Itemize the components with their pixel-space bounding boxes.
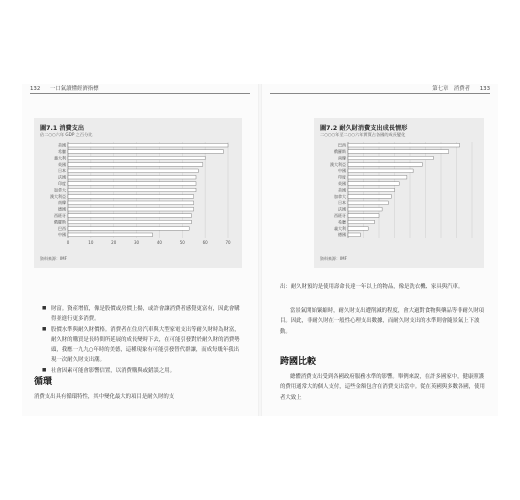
figure-title <box>40 123 84 132</box>
bar <box>68 143 228 147</box>
category-label: 印度 <box>338 174 346 180</box>
bar <box>68 150 223 154</box>
bullet-item: ■ 社會因素可能會影響信置，以消費購與或錯誤之用。 <box>42 366 242 376</box>
page-number: 132 <box>30 86 41 92</box>
category-label: 德國 <box>338 232 346 238</box>
page-number: 133 <box>479 86 490 92</box>
category-label: 俄羅斯 <box>334 149 346 155</box>
bar <box>68 156 205 160</box>
tick-label: 70 <box>225 240 231 245</box>
figure-label: 圖7.2 <box>320 125 338 132</box>
category-label: 義大利 <box>334 225 346 231</box>
left-page-header <box>30 84 107 92</box>
category-label: 日本 <box>58 168 66 174</box>
tick-label: 60 <box>202 240 208 245</box>
section-body: 消費支出具有循環特性，其中變化最大的項目是耐久財的支 <box>34 394 175 400</box>
bar <box>348 188 395 192</box>
bar <box>348 233 360 237</box>
category-label: 澳大利亞 <box>50 193 66 199</box>
category-label: 中國 <box>338 168 346 174</box>
right-page-header <box>424 84 490 92</box>
bar <box>348 150 449 154</box>
category-label: 希臘 <box>58 149 66 155</box>
category-label: 西班牙 <box>54 213 66 219</box>
bullet-list <box>42 304 242 377</box>
category-label: 希臘 <box>338 219 346 225</box>
bar <box>68 163 203 167</box>
category-label: 俄羅斯 <box>54 219 66 225</box>
bar <box>348 201 388 205</box>
figure-7-1 <box>34 118 242 268</box>
tick-label: 30 <box>134 240 140 245</box>
left-page <box>22 84 258 416</box>
bar <box>348 207 382 211</box>
category-label: 法國 <box>58 174 66 180</box>
bar <box>68 207 194 211</box>
header-rule <box>270 93 490 94</box>
section-body: 總體消費支出受到各國政府服務水準的影響。舉例來說，在許多國家中，健康照護的費用通常大的個人支付，這些金額包含在消費支出當中。從在英國與多數各國，使用者大致上 <box>280 374 485 401</box>
running-head: 一口氣讀懂經濟指標 <box>50 86 99 92</box>
tick-label: 20 <box>111 240 117 245</box>
category-label: 英國 <box>58 161 66 167</box>
figure-7-2 <box>314 118 484 268</box>
bar <box>348 227 368 231</box>
bar <box>68 214 191 218</box>
category-label: 中國 <box>58 232 66 238</box>
bar <box>348 220 374 224</box>
figure-title-text: 消費支出 <box>59 125 85 132</box>
bar <box>348 143 460 147</box>
tick-label: 40 <box>156 240 162 245</box>
bar-chart-consumer-spending <box>38 140 238 250</box>
category-label: 德國 <box>58 206 66 212</box>
bar <box>68 182 196 186</box>
paragraph: 當景氣開始緊縮時，耐久財支出遭削減的程度，會大過對食物與藥品等非耐久財項目。因此，非耐久財在一般性心理支出數據，而耐久財支出的水準則會隨景氣上下波動。 <box>280 308 485 335</box>
category-label: 印度 <box>58 181 66 187</box>
bar <box>68 227 189 231</box>
category-label: 南韓 <box>58 200 66 206</box>
category-label: 加拿大 <box>334 193 346 199</box>
bar <box>348 156 433 160</box>
running-head: 第七章 消費者 <box>432 86 470 92</box>
bar <box>348 214 379 218</box>
header-rule <box>30 93 250 94</box>
tick-label: 10 <box>88 240 94 245</box>
bar <box>348 182 399 186</box>
bullet-item: ■ 財富。資產增值，像是股價或房價上揚，或許會讓消費者感覺更富有，因此會購得並進行更多消費。 <box>42 304 242 324</box>
bar <box>68 233 153 237</box>
category-label: 法國 <box>338 206 346 212</box>
category-label: 西班牙 <box>334 213 346 219</box>
bar <box>348 169 413 173</box>
category-label: 美國 <box>58 142 66 148</box>
section-heading: 循環 <box>34 377 53 387</box>
bar <box>68 169 198 173</box>
category-label: 英國 <box>338 181 346 187</box>
figure-label: 圖7.1 <box>40 125 58 132</box>
book-spread <box>22 84 498 416</box>
category-label: 義大利 <box>54 155 66 161</box>
category-label: 澳大利亞 <box>330 161 346 167</box>
bar <box>68 195 194 199</box>
figure-subtitle: 二○○○年至二○○六年實質占各國的成長變化 <box>320 132 406 137</box>
figure-title <box>320 123 407 132</box>
figure-subtitle: 佔二○○六年 GDP 之百分比 <box>40 132 93 137</box>
bar <box>68 188 196 192</box>
category-label: 日本 <box>338 200 346 206</box>
figure-source: 資料來源：IMF <box>40 256 67 261</box>
bar <box>68 220 191 224</box>
right-page <box>262 84 498 416</box>
figure-title-text: 耐久財消費支出成長情形 <box>339 125 408 132</box>
category-label: 巴西 <box>338 142 346 148</box>
section-heading: 跨國比較 <box>280 357 317 367</box>
paragraph: 出：耐久財預約是使用壽命長達一年以上的物品，像是洗衣機、家具與汽車。 <box>280 284 464 290</box>
tick-label: 50 <box>179 240 185 245</box>
bar <box>348 175 407 179</box>
bar-chart-durable-goods <box>318 140 480 250</box>
category-label: 美國 <box>338 187 346 193</box>
bar <box>348 195 391 199</box>
figure-source: 資料來源：IMF <box>320 256 347 261</box>
category-label: 南韓 <box>338 155 346 161</box>
bullet-item: ■ 股價水準與耐久財價格。消費者在住房汽車與大型家電支出等耐久財時為財富，耐久財的購買是長時間所延展的成長變時下去，在可能引發對於耐久財的消費勢頭，我應一九九○年時的美德，這種現象有可能引發替代群讓，而成每幾年我出現一次耐久財支出潮。 <box>42 325 242 365</box>
category-label: 加拿大 <box>54 187 66 193</box>
bar <box>348 163 422 167</box>
tick-label: 0 <box>66 240 70 245</box>
category-label: 巴西 <box>58 225 66 231</box>
bar <box>68 175 196 179</box>
bar <box>68 201 194 205</box>
